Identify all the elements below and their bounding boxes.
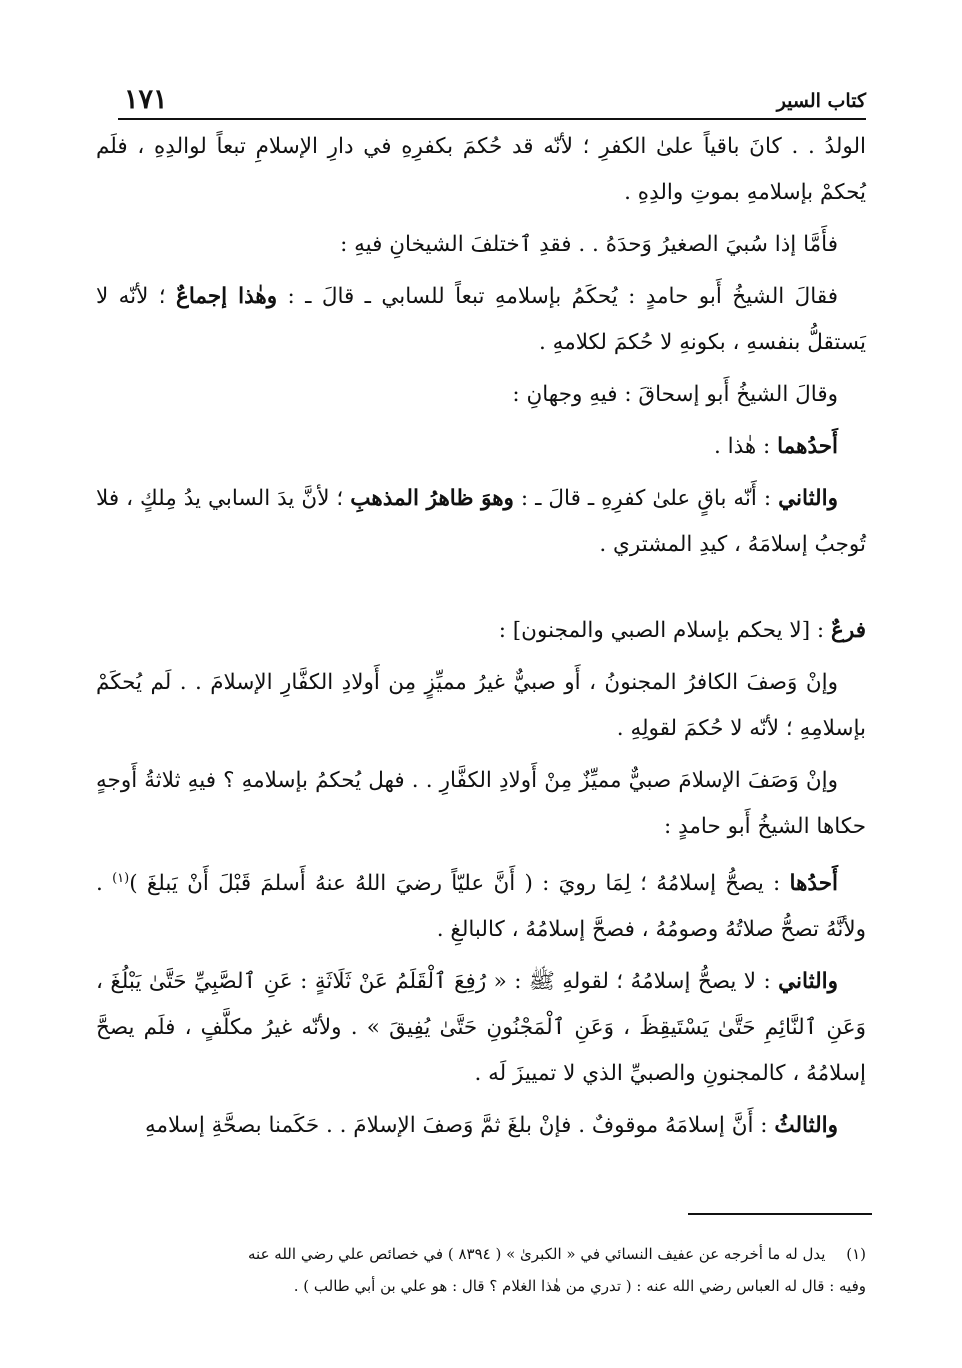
- paragraph-9-label: أَحدُها: [789, 871, 838, 897]
- page-number: ١٧١: [124, 84, 168, 115]
- paragraph-11-label: والثالثُ: [774, 1113, 838, 1139]
- branch-title: : [لا يحكم بإسلام الصبي والمجنون] :: [498, 618, 825, 643]
- paragraph-11-text: : أَنَّ إسلامَهُ موقوفٌ . فإنْ بلغَ ثمَّ وَصفَ الإسلامَ . . حَكَمنا بصحَّةِ إسلامهِ: [144, 1113, 768, 1139]
- paragraph-3: [96, 274, 866, 366]
- branch-label: فرعٌ: [831, 618, 866, 643]
- page-header: [118, 84, 866, 120]
- branch-heading: [96, 608, 866, 654]
- running-title: كتاب السير: [776, 90, 866, 112]
- paragraph-1: الولدُ . . كانَ باقياً علىٰ الكفرِ ؛ لأنّه قد حُكمَ بكفرِهِ في دارِ الإسلامِ تبعاً لوالدِهِ ، فلَم يُحكمْ بإسلامهِ بموتِ والدِهِ .: [96, 134, 866, 205]
- paragraph-6-text-c: ؛ لأنَّ يدَ السابي يدُ مِلكٍ ، فلا تُوجبُ إسلامَهُ ، كيدِ المشتري .: [96, 486, 866, 557]
- footnote-divider: [688, 1213, 872, 1215]
- footnote-line-2: وفيه : قال له العباس رضي الله عنه : ( تدري من هٰذا الغلام ؟ قال : هو علي بن أبي طالب ) .: [293, 1277, 866, 1295]
- paragraph-6-text-a: : أَنّه باقٍ علىٰ كفرِهِ ـ قالَ ـ :: [520, 486, 772, 511]
- paragraph-6-label: والثاني: [778, 486, 838, 511]
- footnote-1: [96, 1238, 866, 1270]
- paragraph-11: [96, 1103, 866, 1149]
- paragraph-2: فأَمَّا إذا سُبيَ الصغيرُ وَحدَهُ . . فقدِ ٱختلفَ الشيخانِ فيهِ :: [340, 232, 838, 257]
- paragraph-3-emphasis: وهٰذا إجماعٌ: [176, 284, 278, 309]
- paragraph-5-text: : هٰذا .: [713, 434, 771, 459]
- footnote-number: (١): [846, 1245, 866, 1263]
- footnote-line-1: يدل له ما أخرجه عن عفيف النسائي في « الكبرىٰ » ( ٨٣٩٤ ) في خصائص علي رضي الله عنه: [248, 1245, 826, 1263]
- paragraph-3-text-c: ؛ لأنّه لا يَستقلُّ بنفسهِ ، بكونهِ لا حُكمَ لكلامهِ .: [96, 284, 866, 355]
- paragraph-9: [96, 856, 866, 953]
- paragraph-10-text: : لا يصحُّ إسلامُهُ ؛ لقولهِ ﷺ : « رُفِعَ ٱلْقَلَمُ عَنْ ثَلَاثَةٍ : عَنِ ٱلصَّبِيِّ حَتَّىٰ يَبْلُغَ ، وَعَنِ ٱلنَّائِمِ حَتَّىٰ يَسْتَيقِظَ ، وَعَنِ ٱلْمَجْنُونِ حَتَّىٰ يُفِيقَ » . ولأنّه غيرُ مكلَّفٍ ، فلَم يصحَّ إسلامُهُ ، كالمجنونِ والصبيِّ الذي لا تمييزَ لَه .: [96, 969, 866, 1087]
- paragraph-5-label: أَحدُهما: [777, 434, 838, 459]
- paragraph-7: وإنْ وَصفَ الكافرُ المجنونُ ، أَو صبيٌّ غيرُ مميِّزٍ مِن أَولادِ الكفَّارِ الإسلامَ . . لَم يُحكَمْ بإسلامِهِ ؛ لأنّه لا حُكمَ لقولِهِ .: [96, 670, 866, 741]
- paragraph-4: وقالَ الشيخُ أَبو إسحاقَ : فيهِ وجهانِ :: [512, 382, 838, 407]
- paragraph-5: [96, 424, 866, 470]
- paragraph-9-text-b: . ولأنَّهُ تصحُّ صلاتُهُ وصومُهُ ، فصحَّ إسلامُهُ ، كالبالغِ .: [96, 871, 866, 943]
- footnote-ref[interactable]: (١): [112, 871, 130, 886]
- paragraph-3-text-a: فقالَ الشيخُ أَبو حامدٍ : يُحكَمُ بإسلامهِ تبعاً للسابي ـ قالَ ـ :: [287, 284, 838, 309]
- main-text: [96, 124, 866, 1149]
- paragraph-6-emphasis: وهوَ ظاهرُ المذهبِ: [350, 486, 514, 511]
- paragraph-8: وإنْ وَصَفَ الإسلامَ صبيٌّ مميِّزٌ مِنْ أَولادِ الكفَّارِ . . فهل يُحكمُ بإسلامهِ ؟ فيهِ ثلاثةُ أَوجهٍ حكاها الشيخُ أَبو حامدٍ :: [96, 768, 866, 839]
- paragraph-6: [96, 476, 866, 568]
- footnotes: [96, 1238, 866, 1302]
- paragraph-9-text-a: : يصحُّ إسلامُهُ ؛ لِمَا رويَ : ( أَنَّ عليّاً رضيَ اللهُ عنهُ أَسلمَ قَبْلَ أَنْ يَبلغَ ): [129, 871, 781, 897]
- paragraph-10: [96, 959, 866, 1097]
- paragraph-10-label: والثاني: [778, 969, 838, 995]
